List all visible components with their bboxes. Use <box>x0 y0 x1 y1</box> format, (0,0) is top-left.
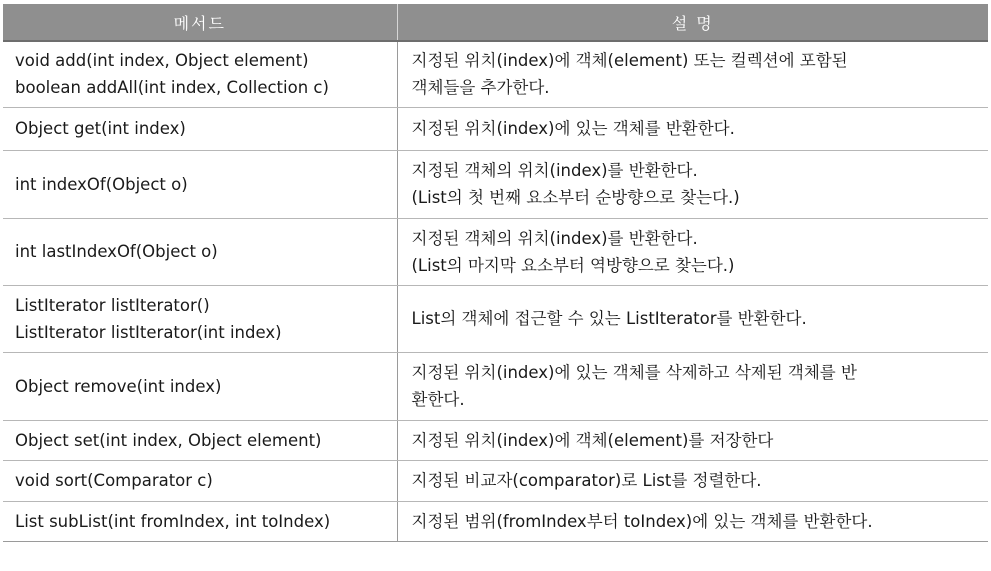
table-row <box>3 352 988 420</box>
description-text: (List의 첫 번째 요소부터 순방향으로 찾는다.) <box>411 188 740 207</box>
description-text: (List의 마지막 요소부터 역방향으로 찾는다.) <box>411 255 735 275</box>
method-signature: ListIterator listIterator() <box>15 295 210 315</box>
description-text: 지정된 객체의 위치(index)를 반환한다. <box>411 161 698 180</box>
description-cell <box>397 501 988 541</box>
header-description: 설 명 <box>397 4 988 41</box>
description-text: 지정된 위치(index)에 있는 객체를 삭제하고 삭제된 객체를 반 <box>411 363 857 382</box>
description-text: 지정된 객체의 위치(index)를 반환한다. <box>411 228 698 248</box>
method-cell <box>3 352 397 420</box>
description-cell <box>397 460 988 501</box>
description-text: 지정된 위치(index)에 객체(element) 또는 컬렉션에 포함된 <box>411 51 848 71</box>
method-signature: int indexOf(Object o) <box>15 174 188 194</box>
description-cell <box>397 107 988 150</box>
method-signature: boolean addAll(int index, Collection c) <box>15 78 329 98</box>
table-row <box>3 41 988 107</box>
description-text: 환한다. <box>411 390 465 409</box>
table-row <box>3 218 988 285</box>
method-cell <box>3 41 397 107</box>
description-cell <box>397 352 988 420</box>
description-text: 지정된 위치(index)에 있는 객체를 반환한다. <box>411 119 735 138</box>
method-cell <box>3 150 397 218</box>
method-signature: Object remove(int index) <box>15 376 222 396</box>
description-text: 객체들을 추가한다. <box>411 78 550 98</box>
description-text: 지정된 범위(fromIndex부터 toIndex)에 있는 객체를 반환한다. <box>411 511 873 531</box>
method-signature: ListIterator listIterator(int index) <box>15 322 282 342</box>
method-signature: int lastIndexOf(Object o) <box>15 242 218 261</box>
description-cell <box>397 150 988 218</box>
method-cell <box>3 107 397 150</box>
method-signature: List subList(int fromIndex, int toIndex) <box>15 511 331 531</box>
description-cell <box>397 420 988 460</box>
method-cell <box>3 285 397 352</box>
header-method: 메서드 <box>3 4 397 41</box>
table-row <box>3 285 988 352</box>
method-cell <box>3 501 397 541</box>
description-cell <box>397 41 988 107</box>
description-cell <box>397 285 988 352</box>
header-row <box>3 4 988 41</box>
method-signature: Object get(int index) <box>15 119 186 138</box>
method-signature: void sort(Comparator c) <box>15 471 213 490</box>
description-text: List의 객체에 접근할 수 있는 ListIterator를 반환한다. <box>411 309 807 328</box>
table-row <box>3 150 988 218</box>
method-cell <box>3 420 397 460</box>
method-cell <box>3 218 397 285</box>
table-row <box>3 460 988 501</box>
description-text: 지정된 비교자(comparator)로 List를 정렬한다. <box>411 471 762 490</box>
table-row <box>3 107 988 150</box>
list-methods-table <box>3 4 988 542</box>
method-signature: Object set(int index, Object element) <box>15 430 322 450</box>
table-body <box>3 41 988 541</box>
method-signature: void add(int index, Object element) <box>15 51 309 71</box>
description-text: 지정된 위치(index)에 객체(element)를 저장한다 <box>411 430 774 450</box>
table-header <box>3 4 988 41</box>
method-cell <box>3 460 397 501</box>
table-row <box>3 501 988 541</box>
table-row <box>3 420 988 460</box>
description-cell <box>397 218 988 285</box>
